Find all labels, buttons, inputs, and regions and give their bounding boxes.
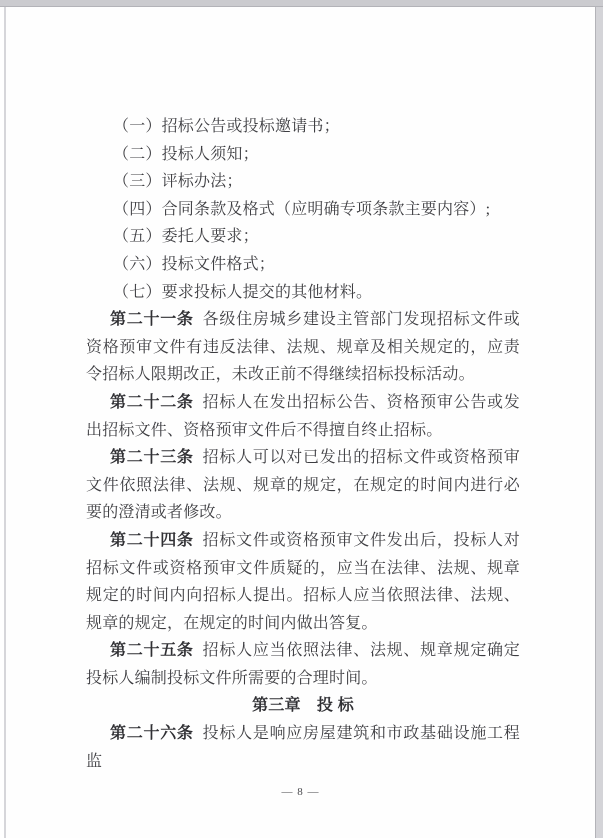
article-text: 投标人是响应房屋建筑和市政基础设施工程监 [86,725,520,770]
article-paragraph [86,306,520,389]
article-number: 第二十五条 [110,642,194,660]
article-paragraph [86,444,520,527]
numbered-list [86,113,520,306]
articles-after-heading [86,720,520,775]
page-number: — 8 — [281,786,320,798]
article-number: 第二十四条 [110,531,194,549]
article-paragraph [86,527,520,637]
article-text: 招标人在发出招标公告、资格预审公告或发出招标文件、资格预审文件后不得擅自终止招标。 [86,393,520,439]
article-number: 第二十一条 [110,311,194,329]
article-text: 各级住房城乡建设主管部门发现招标文件或资格预审文件有违反法律、法规、规章及相关规定的，应责令招标人限期改正，未改正前不得继续招标投标活动。 [86,311,520,384]
list-item: （五）委托人要求； [113,228,259,246]
article-paragraph [86,720,520,775]
article-text: 招标人可以对已发出的招标文件或资格预审文件依照法律、法规、规章的规定，在规定的时间内进行必要的澄清或者修改。 [86,449,520,522]
list-item: （三）评标办法； [113,173,243,191]
article-number: 第二十二条 [110,393,194,411]
document-page [6,7,595,838]
list-item: （一）招标公告或投标邀请书； [113,118,340,135]
article-text: 招标人应当依照法律、法规、规章规定确定投标人编制投标文件所需要的合理时间。 [86,642,520,687]
list-item: （六）投标文件格式； [113,255,276,273]
page-content [86,113,520,775]
chapter-heading: 第三章 投 标 [252,697,354,715]
articles [86,306,520,692]
list-item: （四）合同条款及格式（应明确专项条款主要内容）; [113,200,491,218]
list-item: （二）投标人须知； [113,145,259,163]
article-text: 招标文件或资格预审文件发出后，投标人对招标文件或资格预审文件质疑的，应当在法律、法规、规章规定的时间内向招标人提出。招标人应当依照法律、法规、规章的规定，在规定的时间内做出答复。 [86,531,520,632]
article-number: 第二十六条 [110,725,194,743]
page-edge-top [0,0,603,7]
article-number: 第二十三条 [110,449,194,467]
list-item: （七）要求投标人提交的其他材料。 [113,283,373,301]
article-paragraph [86,637,520,692]
article-paragraph [86,389,520,444]
page-edge-right [595,7,603,838]
